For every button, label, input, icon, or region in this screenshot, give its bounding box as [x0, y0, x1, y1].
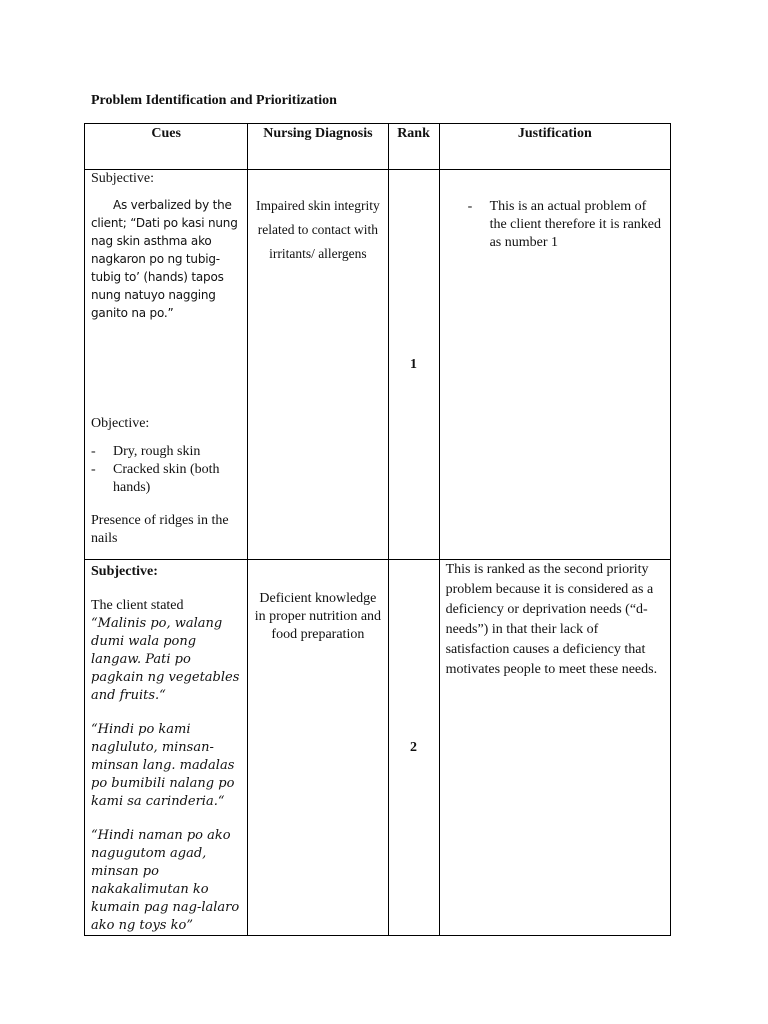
document-title: Problem Identification and Prioritization	[91, 93, 337, 108]
diagnosis-cell	[248, 170, 388, 560]
rank-value: 1	[410, 356, 418, 372]
list-item: - Cracked skin (both hands)	[91, 462, 220, 495]
subjective-statement: As verbalized by the client; “Dati po kasi nung nag skin asthma ako nagkaron po ng tubig-tubig to’ (hands) tapos nung natuyo nagging ganito na po.”	[91, 198, 238, 320]
header-rank: Rank	[388, 124, 439, 170]
objective-extra: Presence of ridges in the nails	[91, 513, 229, 546]
cues-cell	[85, 560, 248, 936]
table-row	[85, 170, 671, 560]
justification-text: This is ranked as the second priority problem because it is considered as a deficiency or deprivation needs (“d-needs”) in that their lack of satisfaction causes a deficiency that motivates people to meet these needs.	[445, 562, 658, 677]
header-justification: Justification	[439, 124, 670, 170]
objective-label: Objective:	[91, 416, 150, 431]
rank-cell	[388, 560, 439, 936]
nursing-diagnosis-text: Deficient knowledge in proper nutrition and food preparation	[254, 591, 382, 642]
client-quote: “Hindi po kami nagluluto, minsan-minsan lang. madalas po bumibili nalang po kami sa carinderia.“	[91, 722, 235, 809]
header-nursing-diagnosis: Nursing Diagnosis	[248, 124, 388, 170]
rank-value: 2	[410, 739, 418, 755]
table-header-row	[85, 124, 671, 170]
objective-list	[91, 443, 243, 497]
list-item: - Dry, rough skin	[91, 444, 201, 459]
justification-cell	[439, 560, 670, 936]
rank-cell	[388, 170, 439, 560]
table-row	[85, 560, 671, 936]
cues-cell	[85, 170, 248, 560]
nursing-diagnosis-text: Impaired skin integrity related to contact with irritants/ allergens	[256, 198, 380, 261]
client-quote: “Hindi naman po ako nagugutom agad, minsan po nakakalimutan ko kumain pag nag-lalaro ako ng toys ko”	[91, 828, 240, 933]
justification-text: This is an actual problem of the client therefore it is ranked as number 1	[489, 199, 662, 250]
subjective-label: Subjective:	[91, 564, 158, 579]
justification-item: - This is an actual problem of the client therefore it is ranked as number 1	[440, 170, 670, 252]
client-quote: “Malinis po, walang dumi wala pong langaw. Pati po pagkain ng vegetables and fruits.“	[91, 616, 240, 703]
subjective-label: Subjective:	[91, 171, 154, 186]
diagnosis-cell	[248, 560, 388, 936]
header-cues: Cues	[85, 124, 248, 170]
justification-cell	[439, 170, 670, 560]
prioritization-table	[84, 123, 671, 936]
client-stated-label: The client stated	[91, 598, 184, 613]
